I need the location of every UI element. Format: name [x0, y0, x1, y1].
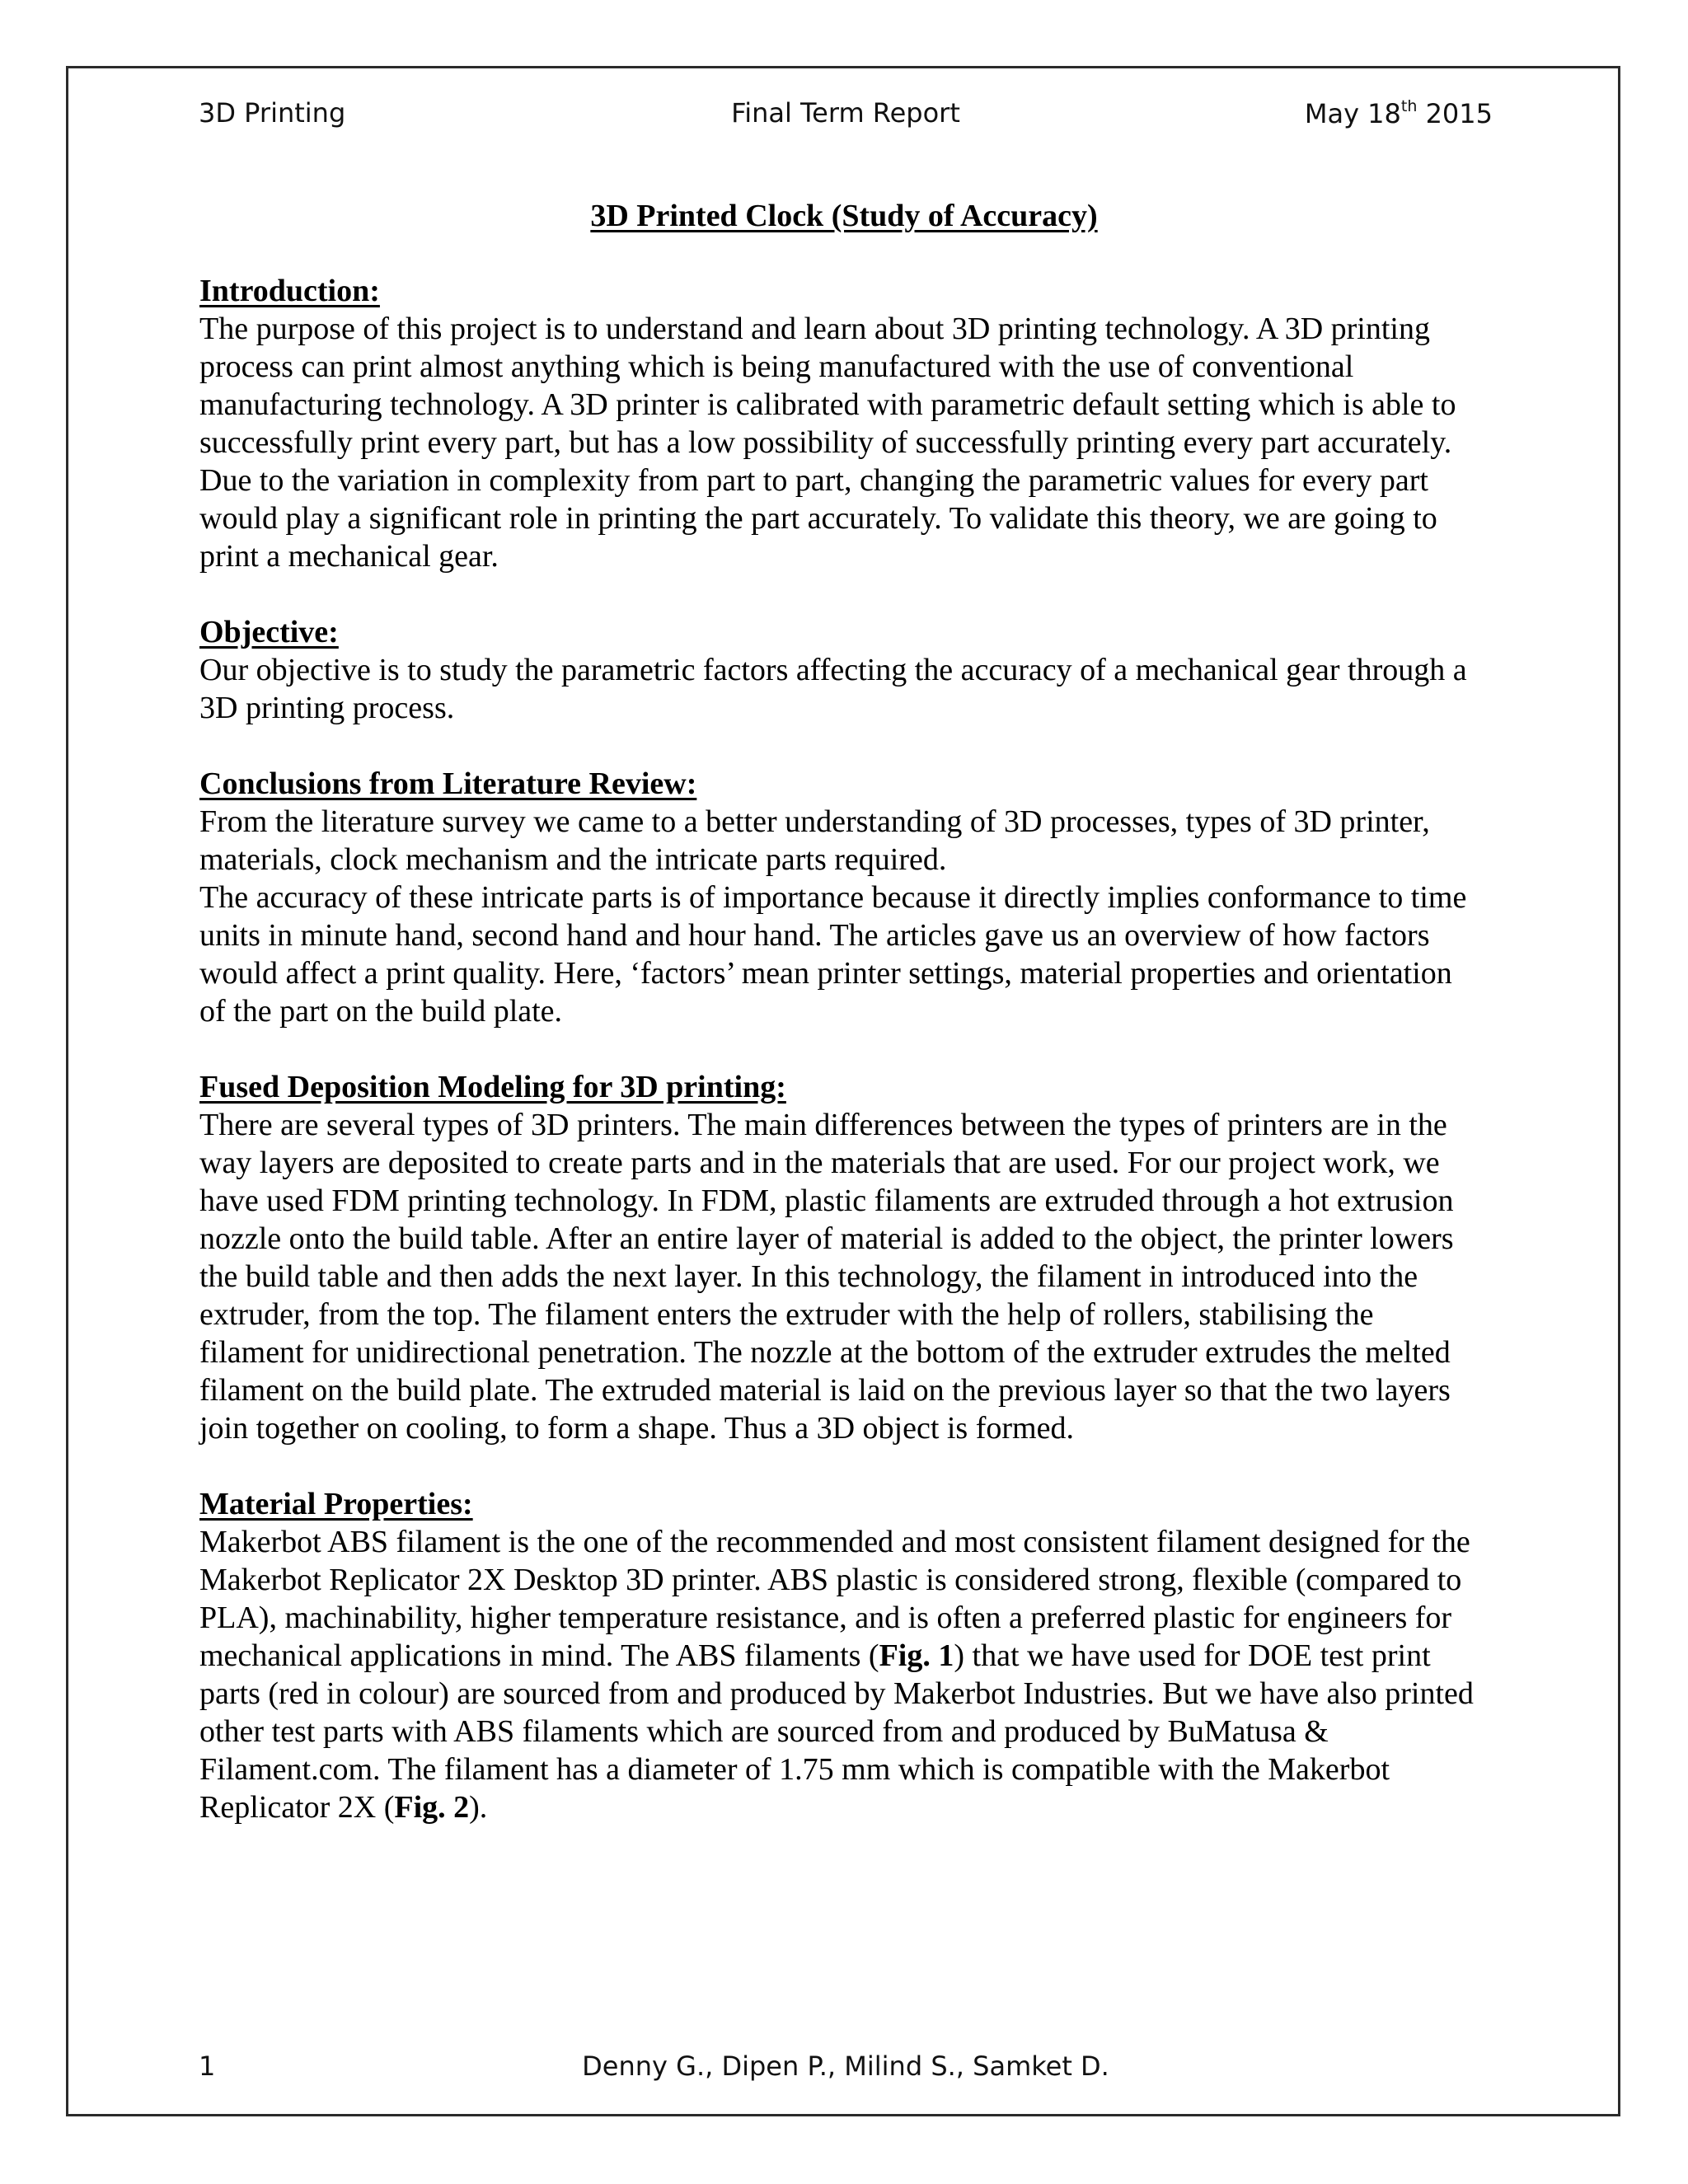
- material-heading: Material Properties:: [199, 1487, 473, 1521]
- page-header: [199, 97, 1493, 138]
- document-body: [199, 272, 1485, 1864]
- objective-heading: Objective:: [199, 615, 339, 649]
- fdm-heading: Fused Deposition Modeling for 3D printing:: [199, 1070, 786, 1104]
- section-literature-review: [199, 765, 1485, 1030]
- header-date: [1305, 97, 1493, 129]
- footer-authors: Denny G., Dipen P., Milind S., Samket D.: [582, 2050, 1109, 2082]
- page-footer: [199, 2050, 1493, 2092]
- material-text-b: ) that we have used for DOE test print parts (red in colour) are sourced from and produced by Makerbot Industries. But we have also printed other test parts with ABS filaments which are sourced from and produced by BuMatusa & Filament.com. The filament has a diameter of 1.75 mm which is compatible with the Makerbot Replicator 2X (: [199, 1638, 1474, 1825]
- header-course: 3D Printing: [199, 97, 346, 129]
- document-title: 3D Printed Clock (Study of Accuracy): [590, 199, 1098, 233]
- header-report-type: Final Term Report: [731, 97, 960, 129]
- page-number: 1: [199, 2050, 216, 2082]
- header-date-month: May 18: [1304, 98, 1401, 129]
- section-introduction: [199, 272, 1485, 575]
- section-fdm: [199, 1068, 1485, 1447]
- literature-paragraph-1: From the literature survey we came to a better understanding of 3D processes, types of 3D printer, materials, clock mechanism and the intricate parts required.: [199, 804, 1430, 877]
- introduction-paragraph: The purpose of this project is to understand and learn about 3D printing technology. A 3D printing process can print almost anything which is being manufactured with the use of conventional manufacturing technology. A 3D printer is calibrated with parametric default setting which is able to successfully print every part, but has a low possibility of successfully printing every part accurately. Due to the variation in complexity from part to part, changing the parametric values for every part would play a significant role in printing the part accurately. To validate this theory, we are going to print a mechanical gear.: [199, 312, 1456, 574]
- header-date-year: 2015: [1417, 98, 1493, 129]
- material-text-c: ).: [469, 1790, 488, 1825]
- fdm-paragraph: There are several types of 3D printers. The main differences between the types of printers are in the way layers are deposited to create parts and in the materials that are used. For our project work, we have used FDM printing technology. In FDM, plastic filaments are extruded through a hot extrusion nozzle onto the build table. After an entire layer of material is added to the object, the printer lowers the build table and then adds the next layer. In this technology, the filament in introduced into the extruder, from the top. The filament enters the extruder with the help of rollers, stabilising the filament for unidirectional penetration. The nozzle at the bottom of the extruder extrudes the melted filament on the build plate. The extruded material is laid on the previous layer so that the two layers join together on cooling, to form a shape. Thus a 3D object is formed.: [199, 1108, 1454, 1446]
- introduction-heading: Introduction:: [199, 274, 380, 308]
- section-objective: [199, 613, 1485, 727]
- section-material-properties: [199, 1485, 1485, 1826]
- literature-heading: Conclusions from Literature Review:: [199, 766, 697, 801]
- header-date-sup: th: [1400, 97, 1418, 115]
- figure-1-reference: Fig. 1: [879, 1638, 954, 1673]
- material-text-a: Makerbot ABS filament is the one of the recommended and most consistent filament designed for the Makerbot Replicator 2X Desktop 3D printer. ABS plastic is considered strong, flexible (compared to PLA), machinability, higher temperature resistance, and is often a preferred plastic for engineers for mechanical applications in mind. The ABS filaments (: [199, 1525, 1470, 1673]
- objective-paragraph: Our objective is to study the parametric factors affecting the accuracy of a mechanical gear through a 3D printing process.: [199, 653, 1467, 725]
- figure-2-reference: Fig. 2: [394, 1790, 470, 1825]
- literature-paragraph-2: The accuracy of these intricate parts is of importance because it directly implies conformance to time units in minute hand, second hand and hour hand. The articles gave us an overview of how factors would affect a print quality. Here, ‘factors’ mean printer settings, material properties and orientation of the part on the build plate.: [199, 880, 1467, 1029]
- material-paragraph: [199, 1523, 1485, 1826]
